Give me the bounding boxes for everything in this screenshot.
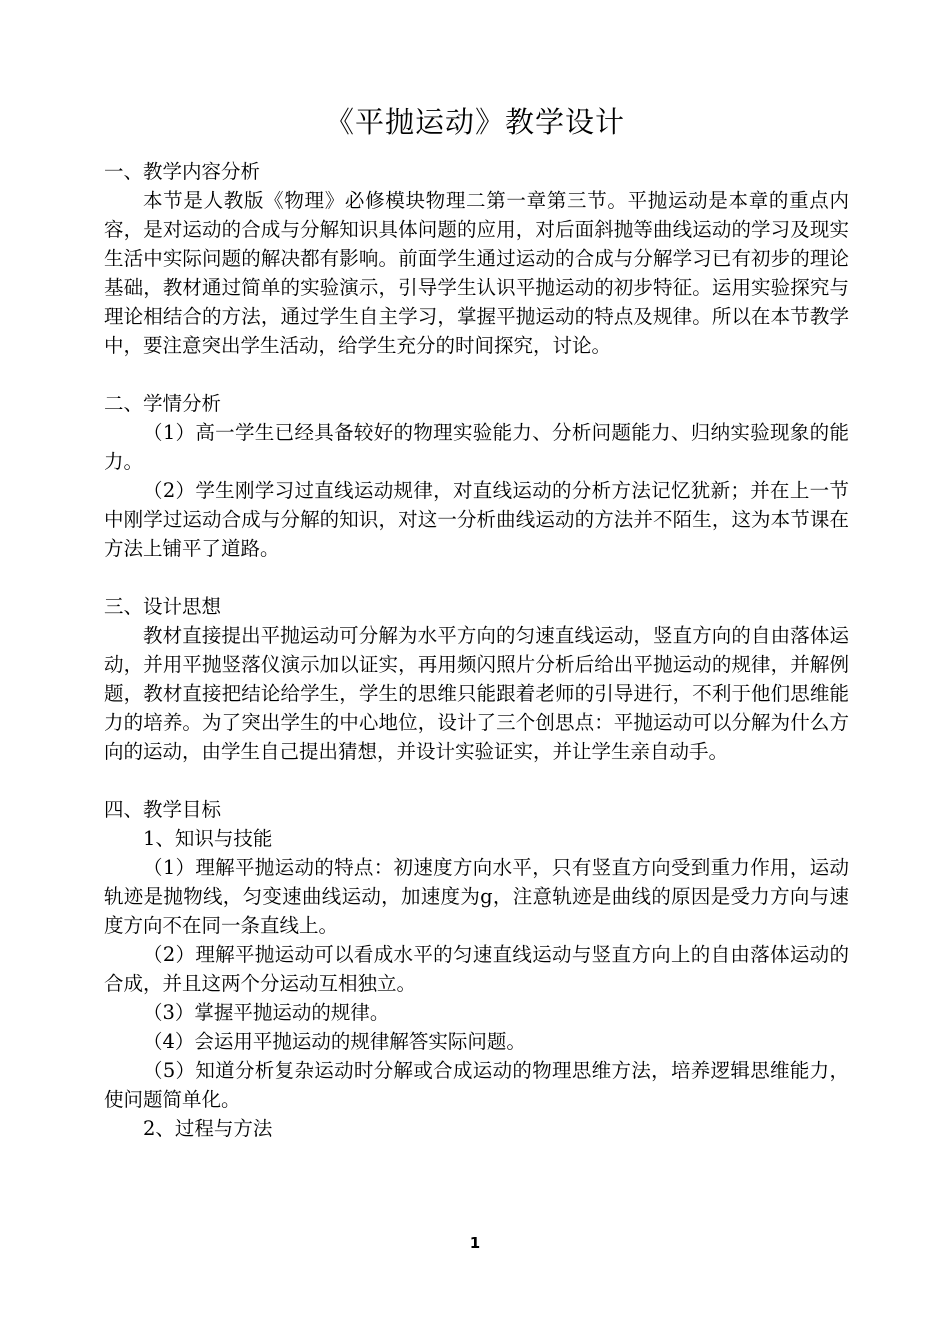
- section-heading-teaching-goals: 四、教学目标: [104, 798, 222, 821]
- subheading-knowledge-skills: 1、知识与技能: [143, 827, 273, 850]
- section-heading-content-analysis: 一、教学内容分析: [104, 160, 261, 183]
- paragraph: （3）掌握平抛运动的规律。: [143, 1001, 390, 1024]
- paragraph: （2）学生刚学习过直线运动规律，对直线运动的分析方法记忆犹新；并在上一节中刚学过运动合成与分解的知识，对这一分析曲线运动的方法并不陌生，这为本节课在方法上铺平了道路。: [104, 479, 849, 560]
- section-heading-student-analysis: 二、学情分析: [104, 392, 222, 415]
- paragraph: （4）会运用平抛运动的规律解答实际问题。: [143, 1030, 526, 1053]
- page-number: 1: [469, 1234, 481, 1252]
- paragraph: （1）高一学生已经具备较好的物理实验能力、分析问题能力、归纳实验现象的能力。: [104, 421, 849, 473]
- paragraph: （1）理解平抛运动的特点：初速度方向水平，只有竖直方向受到重力作用，运动轨迹是抛物线，匀变速曲线运动，加速度为g，注意轨迹是曲线的原因是受力方向与速度方向不在同一条直线上。: [104, 856, 849, 937]
- section-heading-design-idea: 三、设计思想: [104, 595, 222, 618]
- spacer: [104, 360, 849, 389]
- paragraph: （5）知道分析复杂运动时分解或合成运动的物理思维方法，培养逻辑思维能力，使问题简单化。: [104, 1059, 849, 1111]
- document-title: 《平抛运动》教学设计: [324, 105, 625, 139]
- subheading-process-method: 2、过程与方法: [143, 1117, 273, 1140]
- spacer: [104, 766, 849, 795]
- paragraph: 教材直接提出平抛运动可分解为水平方向的匀速直线运动，竖直方向的自由落体运动，并用平抛竖落仪演示加以证实，再用频闪照片分析后给出平抛运动的规律，并解例题，教材直接把结论给学生，学生的思维只能跟着老师的引导进行，不利于他们思维能力的培养。为了突出学生的中心地位，设计了三个创思点：平抛运动可以分解为什么方向的运动，由学生自己提出猜想，并设计实验证实，并让学生亲自动手。: [104, 624, 849, 763]
- document-body: [104, 157, 849, 1143]
- paragraph: 本节是人教版《物理》必修模块物理二第一章第三节。平抛运动是本章的重点内容，是对运动的合成与分解知识具体问题的应用，对后面斜抛等曲线运动的学习及现实生活中实际问题的解决都有影响。前面学生通过运动的合成与分解学习已有初步的理论基础，教材通过简单的实验演示，引导学生认识平抛运动的初步特征。运用实验探究与理论相结合的方法，通过学生自主学习，掌握平抛运动的特点及规律。所以在本节教学中，要注意突出学生活动，给学生充分的时间探究，讨论。: [104, 189, 849, 357]
- spacer: [104, 563, 849, 592]
- paragraph: （2）理解平抛运动可以看成水平的匀速直线运动与竖直方向上的自由落体运动的合成，并且这两个分运动互相独立。: [104, 943, 849, 995]
